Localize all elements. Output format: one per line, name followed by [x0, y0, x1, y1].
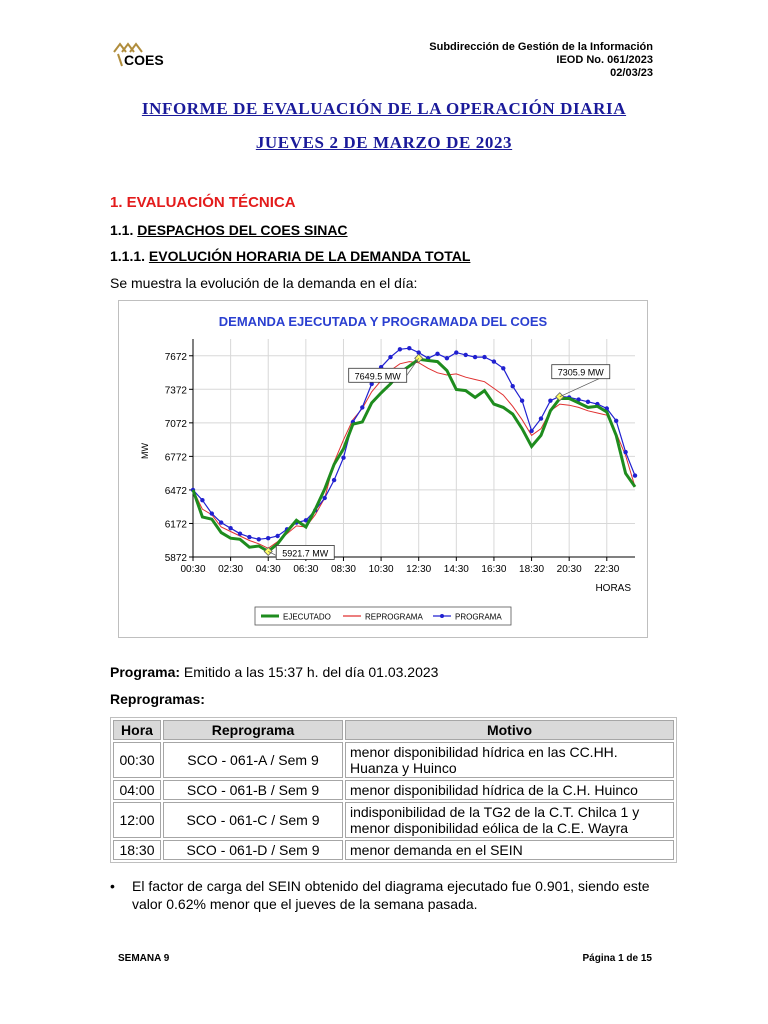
reprogramas-label: Reprogramas: [110, 691, 205, 707]
cell-motivo: menor demanda en el SEIN [345, 840, 674, 860]
data-point-programa [511, 384, 515, 388]
legend-swatch-marker [440, 614, 444, 618]
report-date-title: JUEVES 2 DE MARZO DE 2023 [255, 133, 513, 152]
data-point-programa [247, 535, 251, 539]
data-point-programa [435, 352, 439, 356]
data-point-programa [200, 498, 204, 502]
data-point-programa [539, 416, 543, 420]
data-point-programa [501, 366, 505, 370]
chart-x-axis-label: HORAS [595, 583, 631, 594]
section-number: 1.1. [110, 222, 138, 238]
tick-label-y: 6172 [164, 519, 187, 531]
section-number: 1.1.1. [110, 248, 149, 264]
bullet-text: El factor de carga del SEIN obtenido del diagrama ejecutado fue 0.901, siendo este valor 0.62% menor que el jueves de la semana pasada. [132, 878, 650, 912]
annotation-label: 7305.9 MW [557, 367, 604, 378]
table-row [113, 802, 674, 838]
data-point-programa [407, 346, 411, 350]
tick-label-y: 6772 [164, 452, 187, 464]
report-title: INFORME DE EVALUACIÓN DE LA OPERACIÓN DIARIA [141, 99, 627, 118]
tick-label-y: 7372 [164, 385, 187, 397]
tick-label-y: 7672 [164, 351, 187, 363]
tick-label-x: 16:30 [481, 564, 507, 575]
tick-label-x: 18:30 [519, 564, 545, 575]
data-point-programa [454, 350, 458, 354]
footer-week: SEMANA 9 [118, 953, 170, 964]
tick-label-x: 02:30 [218, 564, 244, 575]
data-point-programa [464, 353, 468, 357]
data-point-programa [266, 536, 270, 540]
data-point-programa [332, 478, 336, 482]
table-header-row [113, 720, 674, 740]
data-point-programa [548, 399, 552, 403]
data-point-programa [482, 355, 486, 359]
programa-text: Emitido a las 15:37 h. del día 01.03.2023 [180, 664, 439, 680]
tick-label-x: 06:30 [293, 564, 319, 575]
logo-text: COES [124, 52, 164, 68]
tick-label-x: 14:30 [443, 564, 469, 575]
data-point-programa [341, 456, 345, 460]
annotation-label: 5921.7 MW [282, 548, 329, 559]
table-row [113, 780, 674, 800]
programa-line [110, 664, 438, 680]
data-point-programa [257, 537, 261, 541]
chart-y-axis-label: MW [140, 443, 150, 459]
data-point-programa [360, 405, 364, 409]
tick-label-x: 12:30 [406, 564, 432, 575]
data-point-programa [398, 347, 402, 351]
header-date: 02/03/23 [610, 67, 653, 79]
cell-reprograma: SCO - 061-D / Sem 9 [163, 840, 343, 860]
cell-hora: 04:00 [113, 780, 161, 800]
column-header-reprograma: Reprograma [163, 720, 343, 740]
annotation-label: 7649.5 MW [354, 371, 401, 382]
data-point-programa [529, 429, 533, 433]
section-title: DESPACHOS DEL COES SINAC [137, 222, 348, 238]
data-point-programa [492, 359, 496, 363]
data-point-programa [614, 419, 618, 423]
cell-motivo: indisponibilidad de la TG2 de la C.T. Chilca 1 y menor disponibilidad eólica de la C.E. Wayra [345, 802, 674, 838]
tick-label-x: 08:30 [330, 564, 356, 575]
data-point-programa [586, 400, 590, 404]
section-title: EVOLUCIÓN HORARIA DE LA DEMANDA TOTAL [148, 248, 471, 264]
cell-reprograma: SCO - 061-C / Sem 9 [163, 802, 343, 838]
demand-chart [118, 300, 648, 638]
data-point-programa [445, 356, 449, 360]
tick-label-x: 04:30 [255, 564, 281, 575]
tick-label-y: 7072 [164, 418, 187, 430]
tick-label-y: 6472 [164, 485, 187, 497]
legend-label-ejecutado: EJECUTADO [283, 612, 331, 622]
tick-label-x: 10:30 [368, 564, 394, 575]
tick-label-x: 22:30 [594, 564, 620, 575]
data-point-programa [633, 473, 637, 477]
footer-page-number: Página 1 de 15 [582, 953, 652, 964]
header-department: Subdirección de Gestión de la Información [429, 41, 653, 53]
data-point-programa [210, 511, 214, 515]
cell-motivo: menor disponibilidad hídrica en las CC.HH. Huanza y Huinco [345, 742, 674, 778]
cell-hora: 12:00 [113, 802, 161, 838]
data-point-programa [473, 355, 477, 359]
cell-hora: 18:30 [113, 840, 161, 860]
table-row [113, 742, 674, 778]
tick-label-x: 00:30 [180, 564, 206, 575]
bullet-symbol: • [110, 878, 115, 894]
tick-label-y: 5872 [164, 553, 187, 564]
data-point-programa [323, 496, 327, 500]
data-point-programa [219, 520, 223, 524]
legend-label-reprograma: REPROGRAMA [365, 612, 423, 622]
cell-hora: 00:30 [113, 742, 161, 778]
data-point-programa [520, 399, 524, 403]
data-point-programa [623, 450, 627, 454]
cell-reprograma: SCO - 061-B / Sem 9 [163, 780, 343, 800]
table-row [113, 840, 674, 860]
data-point-programa [238, 532, 242, 536]
reprogramas-table [110, 717, 677, 863]
tick-label-x: 20:30 [556, 564, 582, 575]
document-header [429, 41, 653, 80]
column-header-motivo: Motivo [345, 720, 674, 740]
intro-text: Se muestra la evolución de la demanda en el día: [110, 275, 418, 291]
section-heading-1: 1. EVALUACIÓN TÉCNICA [110, 194, 296, 211]
header-report-number: IEOD No. 061/2023 [556, 54, 653, 66]
chart-title: DEMANDA EJECUTADA Y PROGRAMADA DEL COES [218, 314, 548, 329]
data-point-programa [275, 534, 279, 538]
demand-chart-svg [119, 301, 647, 637]
legend-label-programa: PROGRAMA [455, 612, 502, 622]
data-point-programa [228, 526, 232, 530]
load-factor-bullet [110, 877, 670, 913]
cell-motivo: menor disponibilidad hídrica de la C.H. Huinco [345, 780, 674, 800]
section-heading-1-1 [110, 222, 348, 238]
cell-reprograma: SCO - 061-A / Sem 9 [163, 742, 343, 778]
programa-label: Programa: [110, 664, 181, 680]
column-header-hora: Hora [113, 720, 161, 740]
data-point-programa [388, 355, 392, 359]
section-heading-1-1-1 [110, 248, 470, 264]
